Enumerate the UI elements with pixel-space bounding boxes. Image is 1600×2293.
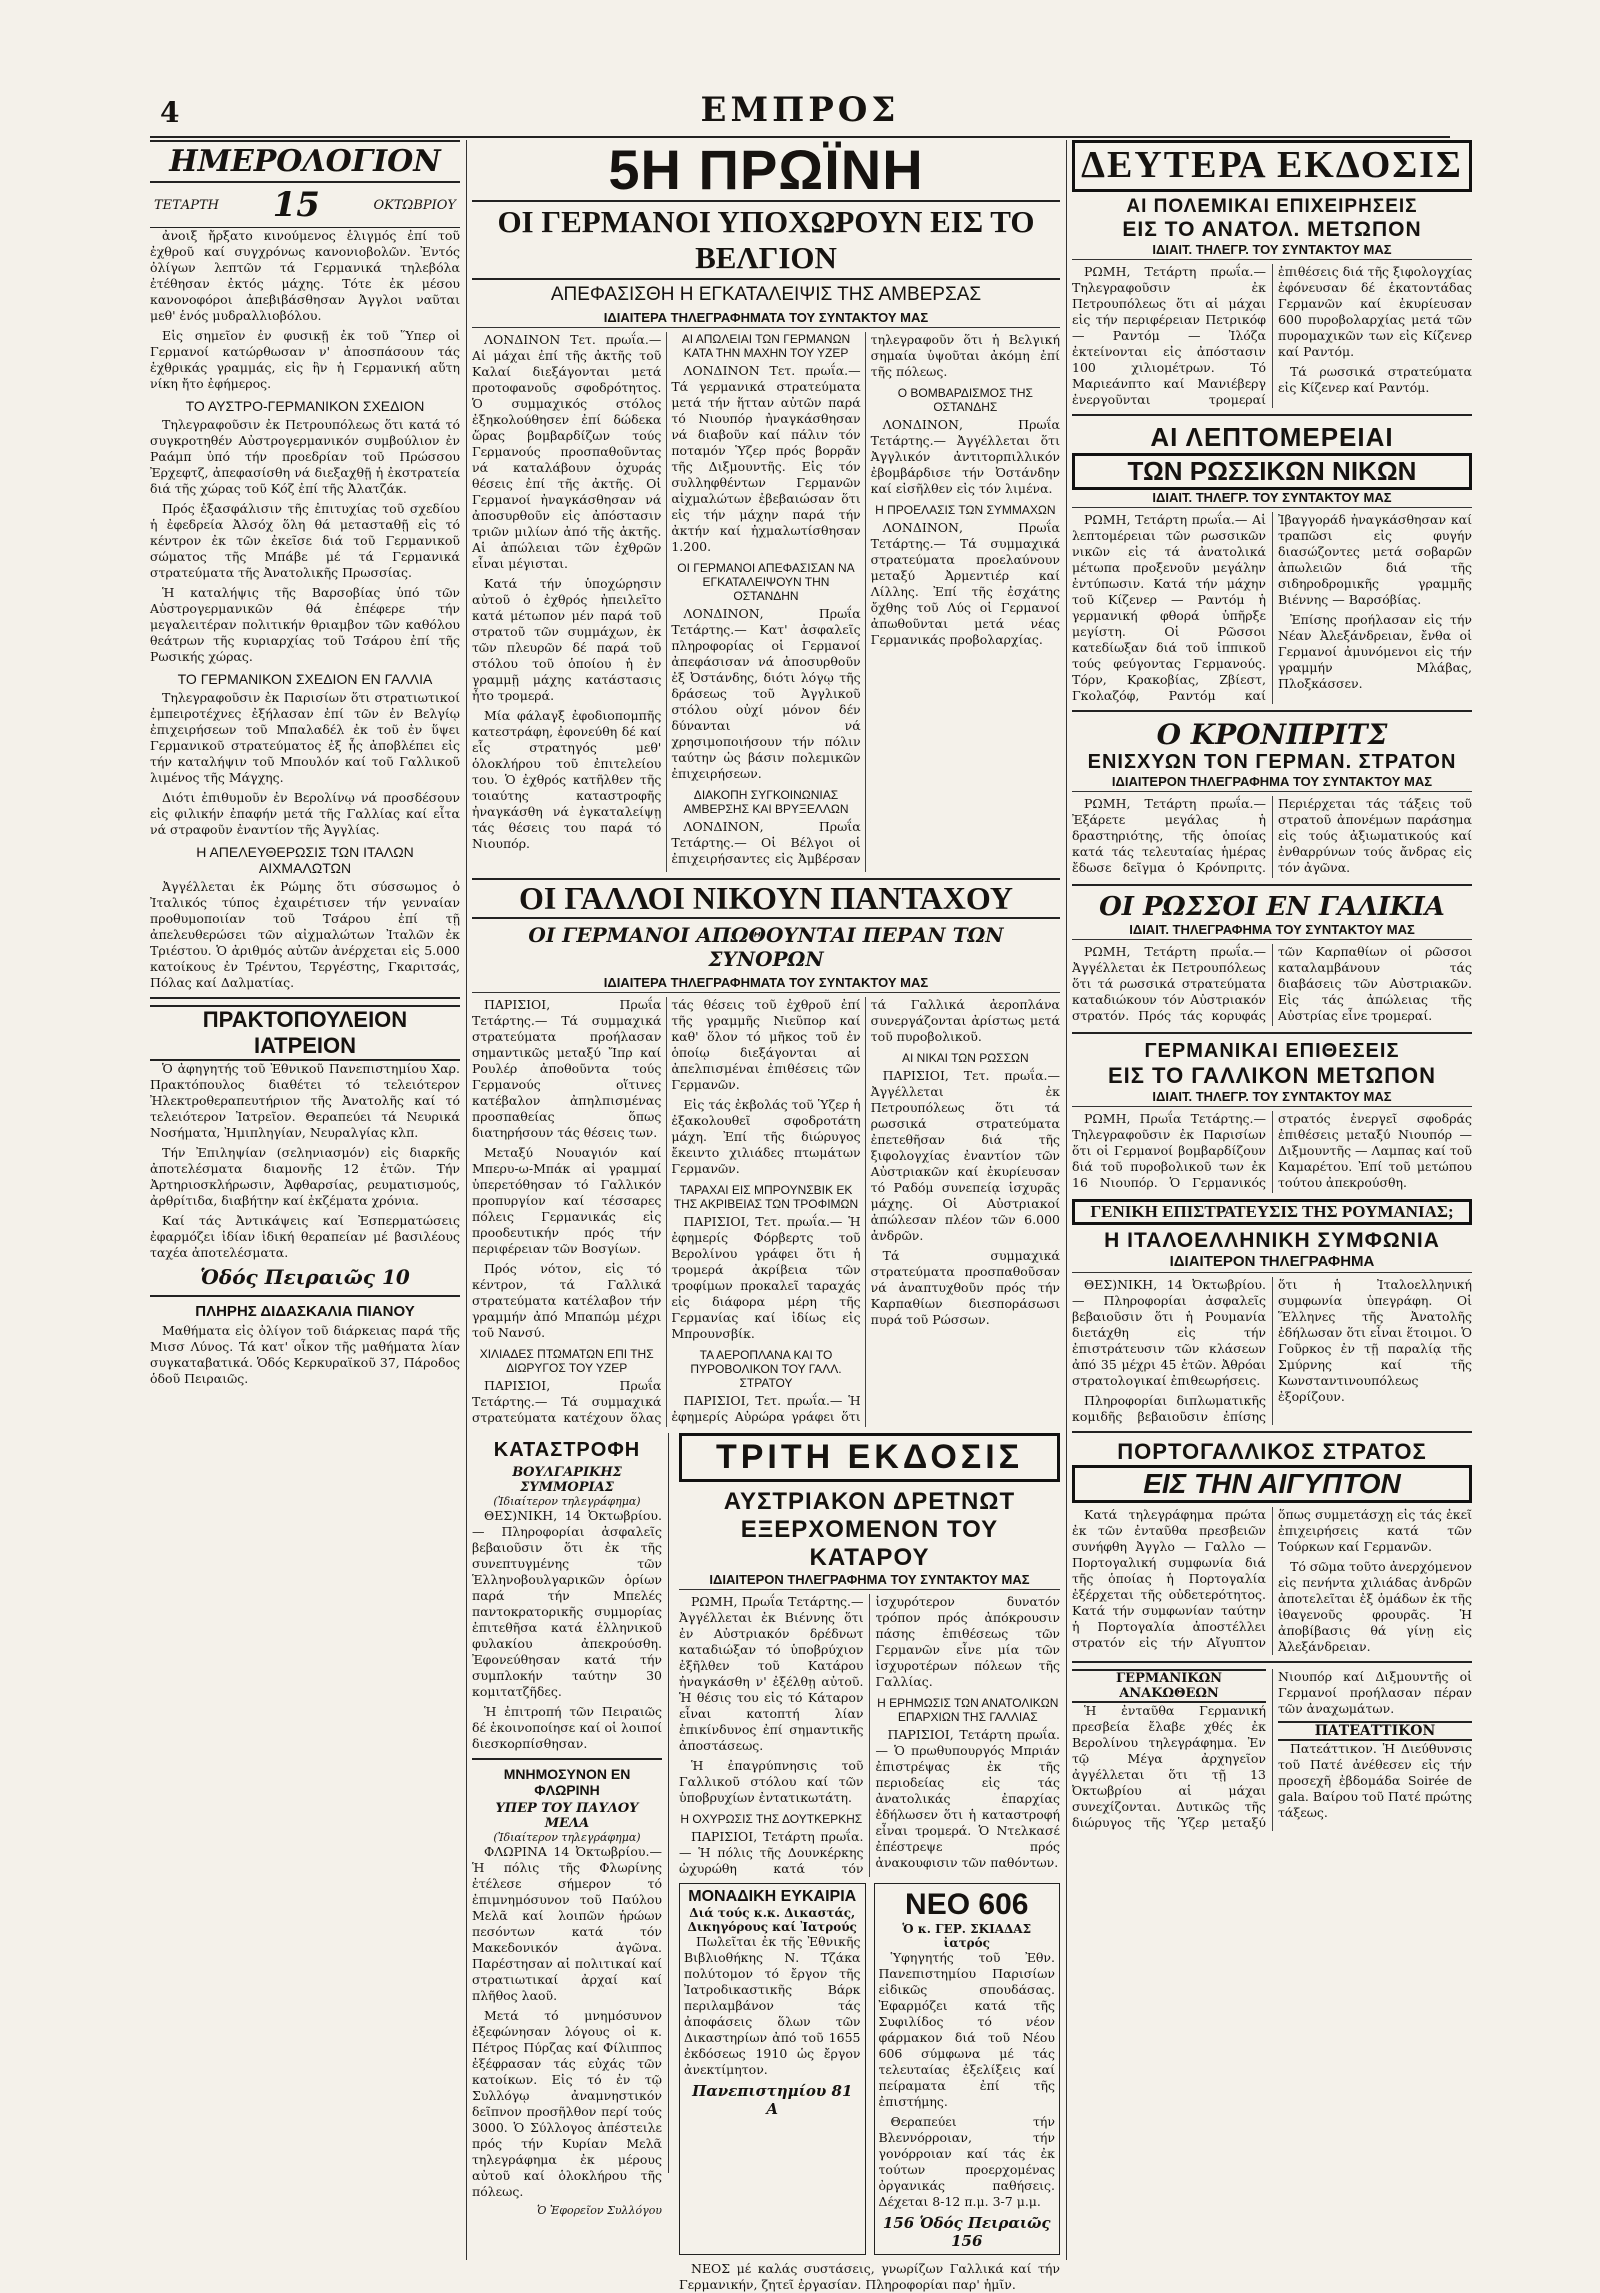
page-number: 4 (160, 96, 180, 129)
article-paragraph: ΘΕΣ)ΝΙΚΗ, 14 Ὀκτωβρίου.— Πληροφορίαι ἀσφαλεῖς βεβαιοῦσιν ὅτι ἡ Ρουμανία διετάχθη εἰς τήν ἐπιστράτευσιν τῶν κλάσεων ἀπό 35 μέχρι 45 ἐτῶν. Ἀθρόαι στρατολογικαί ἐπιθεωρήσεις. (1072, 1277, 1266, 1388)
article-paragraph: Μετά τό μνημόσυνον ἐξεφώνησαν λόγους οἱ κ. Πέτρος Πύρζας καί Φίλιππος ἐξέφρασαν τάς εὐχάς τῶν κατοίκων. Εἰς τό ἐν τῷ Συλλόγῳ ἀναμνηστικόν δεῖπνον προσῆλθον περί τούς 3000. Ὁ Σύλλογος ἀπέστειλε πρός τήν Κυρίαν Μελᾶ τηλεγράφημα ἐκ μέρους αὐτοῦ καί ὁλοκλήρου τῆς πόλεως. (472, 2008, 662, 2199)
catastrophe-title: ΚΑΤΑΣΤΡΟΦΗ (493, 1439, 641, 1461)
article-paragraph: ΡΩΜΗ, Πρωΐα Τετάρτης.— Ἀγγέλλεται ἐκ Βιέννης ὅτι ἐν Αὐστριακόν δρέδνωτ καταδιώξαν τό ὑποβρύχιον ἐξῆλθεν τοῦ Κατάρου ἠναγκάσθη ν' ἐξέλθῃ αὐτοῦ. Ἡ θέσις του εἰς τό Κάταρον εἶναι κατοπτή λίαν ἐπικίνδυνος ἐπί σημαντικῆς ἀποστάσεως. (679, 1594, 864, 1753)
classified-note: ΝΕΟΣ μέ καλάς συστάσεις, γνωρίζων Γαλλικά καί τήν Γερμανικήν, ζητεῖ ἐργασίαν. Πληροφορίαι παρ' ἡμῖν. (679, 2261, 1060, 2292)
divider (1072, 884, 1472, 886)
article-paragraph: ΠΑΡΙΣΙΟΙ, Τετ. πρωΐα.— Ἀγγέλλεται ἐκ Πετρουπόλεως ὅτι τά ρωσσικά στρατεύματα ἐπετεθῆσαν διά τῆς ξιφολογχίας ἐναντίον τῶν Αὐστριακῶν καί ἐκυρίευσαν τό Ραδόμ συνεπείᾳ ἰσχυρᾶς μάχης. Οἱ Αὐστριακοί ἀπώλεσαν πλέον τῶν 6.000 ἀνδρῶν. (870, 1068, 1060, 1243)
article-paragraph: Τηλεγραφοῦσιν ἐκ Πετρουπόλεως ὅτι κατά τό συγκροτηθέν Αὐστρογερμανικόν συμβούλιον ἐν Ραάμπ ὑπό τήν προεδρίαν τοῦ Πρώσσου Ἐρχεφτζ, ἀπεφασίσθη νά διεξαχθῇ ἡ ἐκστρατεία διά τῆς χώρας τοῦ Κόζ ἐπί τῆς Ἀλατζάκ. (150, 417, 460, 496)
austrian-headline-2: ΕΞΕΡΧΟΜΕΝΟΝ ΤΟΥ ΚΑΤΑΡΟΥ (740, 1516, 999, 1571)
article-paragraph: ΘΕΣ)ΝΙΚΗ, 14 Ὀκτωβρίου.— Πληροφορίαι ἀσφαλεῖς βεβαιοῦσιν ὅτι ἐκ τῆς συνεπτυγμένης τῶν Ἑλληνοβουλγαρικῶν ὁρίων παρά τήν Μπελές παντοκρατορικῆς συμμορίας ἐπιτεθῆσα κατά ἑλληνικοῦ φυλακίου ἀπεκρούσθη. Ἐφονεύθησαν κατά τήν συμπλοκήν ταύτην 30 κομιτατζῆδες. (472, 1508, 662, 1699)
article-paragraph: Τό σῶμα τοῦτο ἀνερχόμενον εἰς πενήντα χιλιάδας ἀνδρῶν ἀποτελεῖται ἐξ ὁμάδων ἐκ τῆς ἰθαγενοῦς φρουρᾶς. Ἡ ἀποβίβασις θά γίνῃ εἰς Ἀλεξάνδρειαν. (1278, 1559, 1472, 1654)
edition-label: 5Η ΠΡΩΪΝΗ (608, 138, 924, 201)
section-heading: Ο ΒΟΜΒΑΡΔΙΣΜΟΣ ΤΗΣ ΟΣΤΑΝΔΗΣ (897, 386, 1033, 414)
section-heading: ΤΟ ΑΥΣΤΡΟ-ΓΕΡΜΑΝΙΚΟΝ ΣΧΕΔΙΟΝ (185, 398, 425, 414)
article-paragraph: Μεταξύ Νουαγιόν καί Μπερυ-ω-Μπάκ αἱ γραμμαί ὑπερετόθησαν τό Γαλλικόν προπυργίον καί τέσσαρες πόλεις Γερμανικάς εἰς προοδευτικήν πρός τήν περιφέρειαν τῶν Βοσγίων. (472, 1145, 662, 1256)
right-column (1072, 140, 1472, 2260)
telegram-caption: ΙΔΙΑΙΤΕΡΟΝ ΤΗΛΕΓΡΑΦΗΜΑ (1072, 1253, 1472, 1273)
headline-boxed: ΓΕΝΙΚΗ ΕΠΙΣΤΡΑΤΕΥΣΙΣ ΤΗΣ ΡΟΥΜΑΝΙΑΣ; (1072, 1199, 1472, 1225)
section-heading: Η ΟΧΥΡΩΣΙΣ ΤΗΣ ΔΟΥΤΚΕΡΚΗΣ (680, 1812, 863, 1826)
column-rule (1066, 140, 1067, 2260)
section-heading: ΧΙΛΙΑΔΕΣ ΠΤΩΜΑΤΩΝ ΕΠΙ ΤΗΣ ΔΙΩΡΥΓΟΣ ΤΟΥ ΥΖΕΡ (479, 1347, 654, 1375)
telegram-caption: ΙΔΙΑΙΤΕΡΟΝ ΤΗΛΕΓΡΑΦΗΜΑ ΤΟΥ ΣΥΝΤΑΚΤΟΥ ΜΑΣ (679, 1572, 1060, 1590)
section-heading: ΑΙ ΑΠΩΛΕΙΑΙ ΤΩΝ ΓΕΡΜΑΝΩΝ ΚΑΤΑ ΤΗΝ ΜΑΧΗΝ ΤΟΥ ΥΖΕΡ (681, 332, 851, 360)
divider (150, 997, 460, 999)
section-heading: ΤΑΡΑΧΑΙ ΕΙΣ ΜΠΡΟΥΝΣΒΙΚ ΕΚ ΤΗΣ ΑΚΡΙΒΕΙΑΣ ΤΩΝ ΤΡΟΦΙΜΩΝ (673, 1183, 859, 1211)
ad-title: ΝΕΟ 606 (905, 1888, 1029, 1921)
headline: ΠΟΡΤΟΓΑΛΛΙΚΟΣ ΣΤΡΑΤΟΣ (1117, 1439, 1427, 1464)
article-body (1072, 1669, 1472, 1831)
article-paragraph: ΡΩΜΗ, Πρωΐα Τετάρτης.— Τηλεγραφοῦσιν ἐκ Παρισίων ὅτι οἱ Γερμανοί βομβαρδίζουν διά τοῦ πυροβολικοῦ των ἐκ 16 Νιουπόρ. Ὁ Γερμανικός στρατός ἐνεργεῖ σφοδράς ἐπιθέσεις μεταξύ Νιουπόρ — Διξμουντῆς — Λαμπας καί τοῦ Καμαρέτου. Ἐπί τοῦ μετώπου τούτου ἀπεκρούσθη. (1072, 1111, 1472, 1190)
subheadline-2: ΟΙ ΓΕΡΜΑΝΟΙ ΑΠΩΘΟΥΝΤΑΙ ΠΕΡΑΝ ΤΩΝ ΣΥΝΟΡΩΝ (528, 923, 1004, 971)
ad-address: Πανεπιστημίου 81 Α (692, 2082, 853, 2118)
ad-text: Καί τάς Ἀντικάψεις καί Ἐσπερματώσεις ἐφαρμόζει ἰδίαν ἰδική θεραπείαν μέ βασιλέους ταχέα ἀποτελέσματα. (150, 1213, 460, 1260)
calendar-title: ΗΜΕΡΟΛΟΓΙΟΝ (150, 140, 460, 183)
article-paragraph: Εἰς τάς ἐκβολάς τοῦ Ὑζερ ἡ ἐξακολουθεῖ σφοδροτάτη μάχη. Ἐπί τῆς διώρυγος ἔκειντο χιλιάδες πτωμάτων Γερμανῶν. (671, 1097, 861, 1176)
lower-center (472, 1433, 1060, 2292)
neo-606-ad (874, 1883, 1061, 2255)
section-heading: ΟΙ ΓΕΡΜΑΝΟΙ ΑΠΕΦΑΣΙΣΑΝ ΝΑ ΕΓΚΑΤΑΛΕΙΨΟΥΝ ΤΗΝ ΟΣΤΑΝΔΗΝ (677, 561, 855, 603)
headline: ΟΙ ΡΩΣΣΟΙ ΕΝ ΓΑΛΙΚΙΑ (1099, 892, 1445, 922)
section-heading: ΔΙΑΚΟΠΗ ΣΥΓΚΟΙΝΩΝΙΑΣ ΑΜΒΕΡΣΗΣ ΚΑΙ ΒΡΥΞΕΛΛΩΝ (683, 788, 849, 816)
telegram-caption: ΙΔΙΑΙΤ. ΤΗΛΕΓΡ. ΤΟΥ ΣΥΝΤΑΚΤΟΥ ΜΑΣ (1072, 242, 1472, 260)
section-heading: Η ΑΠΕΛΕΥΘΕΡΩΣΙΣ ΤΩΝ ΙΤΑΛΩΝ ΑΙΧΜΑΛΩΤΩΝ (196, 844, 414, 876)
divider (1072, 1431, 1472, 1433)
article-paragraph: Ἐπίσης προήλασαν εἰς τήν Νέαν Ἀλεξάνδρειαν, ἔνθα οἱ Γερμανοί ἀμυνόμενοι εἰς τήν γραμμήν Μλάβας, Πλοξκάσσεν. (1278, 612, 1472, 691)
telegram-caption: ΙΔΙΑΙΤΕΡΟΝ ΤΗΛΕΓΡΑΦΗΜΑ ΤΟΥ ΣΥΝΤΑΚΤΟΥ ΜΑΣ (1072, 774, 1472, 792)
telegram-note: (Ἰδιαίτερον τηλεγράφημα) (493, 1495, 641, 1508)
article-paragraph: ΡΩΜΗ, Τετάρτη πρωΐα.— Τηλεγραφοῦσιν ἐκ Πετρουπόλεως ὅτι αἱ μάχαι εἰς τήν περιφέρειαν Πετρικόφ — Ραντόμ — Ἰλόζα ἐκτείνονται εἰς ἀπόστασιν 100 χιλιομέτρων. Τό Μαριεάνπτο καί Μανιέβεργ ἐνεργοῦνται τρομεραί ἐπιθέσεις διά τῆς ξιφολογχίας ἐφόνευσαν δέ ἑκατοντάδας Γερμανῶν καί ἐκυρίευσαν 600 πυροβολαρχίας μετά τῶν πυρομαχικῶν των εἰς Κίζενερ καί Ραντόμ. (1072, 264, 1472, 407)
headline: ΓΕΡΜΑΝΙΚΑΙ ΕΠΙΘΕΣΕΙΣ (1144, 1040, 1400, 1062)
ad-text: Τήν Ἐπιληψίαν (σεληνιασμόν) εἰς διαρκῆς ἀποτελέσματα διαμονῆς 12 ἐτῶν. Τήν Ἀρτηριοσκλήρωσιν, Ἀφθαρσίας, ρευματισμούς, ἀρθρίτιδα, διαβήτην καί ἐκζέματα χρόνια. (150, 1145, 460, 1208)
telegram-caption: ΙΔΙΑΙΤΕΡΑ ΤΗΛΕΓΡΑΦΗΜΑΤΑ ΤΟΥ ΣΥΝΤΑΚΤΟΥ ΜΑΣ (472, 975, 1060, 993)
article-paragraph: Ἀγγέλλεται ἐκ Ρώμης ὅτι σύσσωμος ὁ Ἰταλικός τύπος ἐχαιρέτισεν τήν γενναίαν προθυμοποιίαν τοῦ Τσάρου ἐπί τῇ ἀπελευθερώσει τῶν αἰχμαλώτων Ἰταλῶν ἐκ Τριέστου. Ὁ ἀριθμός αὐτῶν ἀνέρχεται εἰς 5.000 κατοίκους ἐν Τρέντου, Τεργέστης, Γκαριτσάς, Πόλας καί Δαλματίας. (150, 879, 460, 990)
article-paragraph: ΠΑΡΙΣΙΟΙ, Τετ. πρωΐα.— Ἡ ἐφημερίς Αὐρώρα γράφει ὅτι τά Γαλλικά ἀεροπλάνα συνεργάζονται ἀρίστως μετά τοῦ πυροβολικοῦ. (671, 997, 1060, 1424)
article-paragraph: ΛΟΝΔΙΝΟΝ, Πρωΐα Τετάρτης.— Ἀγγέλλεται ὅτι Ἀγγλικόν ἀντιτορπιλλικόν ἐβομβάρδισε τήν Ὀστάνδην καί εἰσῆλθεν εἰς τόν λιμένα. (870, 417, 1060, 496)
headline: ΕΙΣ ΤΟ ΑΝΑΤΟΛ. ΜΕΤΩΠΟΝ (1122, 218, 1422, 241)
article-paragraph: Ἡ ἐνταῦθα Γερμανική πρεσβεία ἔλαβε χθές ἐκ Βερολίνου τηλεγράφημα. Ἐν τῷ Μέγα ἀρχηγεῖον ἀγγέλλεται ὅτι τῇ 13 Ὀκτωβρίου αἱ μάχαι συνεχίζονται. Δυτικῶς τῆς διώρυγος τῆς Ὑζερ μεταξύ Νιουπόρ καί Διξμουντῆς οἱ Γερμανοί προήλασαν πέραν τῶν ἀναχωμάτων. (1072, 1669, 1472, 1830)
divider (1072, 1032, 1472, 1034)
ad-title: ΠΛΗΡΗΣ ΔΙΔΑΣΚΑΛΙΑ ΠΙΑΝΟΥ (195, 1303, 415, 1320)
headline: ΕΝΙΣΧΥΩΝ ΤΟΝ ΓΕΡΜΑΝ. ΣΤΡΑΤΟΝ (1087, 751, 1457, 773)
article-paragraph: Διότι ἐπιθυμοῦν ἐν Βερολίνῳ νά προσδέσουν εἰς φιλικήν ἐπαφήν μετά τῆς Γαλλίας καί εἶτα νά στραφοῦν ἐναντίον τῆς Ἀγγλίας. (150, 790, 460, 837)
article-paragraph: ΡΩΜΗ, Τετάρτη πρωΐα.— Ἀγγέλλεται ἐκ Πετρουπόλεως ὅτι τά ρωσσικά στρατεύματα καταδιώκουν τόν Αὐστριακόν στρατόν. Πρός τάς κορυφάς τῶν Καρπαθίων οἱ ρῶσσοι καταλαμβάνουν τάς διαβάσεις τῶν Αὐστριακῶν. Εἰς τάς ἀπώλειας τῆς Αὐστρίας εἶνε τρομεραί. (1072, 944, 1472, 1023)
ad-text: Πωλεῖται ἐκ τῆς Ἐθνικῆς Βιβλιοθήκης Ν. Τζάκα πολύτομον τό ἔργον τῆς Ἰατροδικαστικῆς Βάρκ περιλαμβάνον τάς ἀποφάσεις ὅλων τῶν Δικαστηρίων ἀπό τοῦ 1655 ἐκδόσεως 1910 ὡς ἔργον ἀνεκτίμητον. (684, 1934, 861, 2077)
catastrophe-subtitle: ΒΟΥΛΓΑΡΙΚΗΣ ΣΥΜΜΟΡΙΑΣ (512, 1465, 622, 1495)
ad-address: Ὁδός Πειραιῶς 10 (200, 1265, 410, 1289)
telegram-caption: ΙΔΙΑΙΤΕΡΑ ΤΗΛΕΓΡΑΦΗΜΑΤΑ ΤΟΥ ΣΥΝΤΑΚΤΟΥ ΜΑΣ (472, 310, 1060, 328)
article-body (1072, 1507, 1472, 1655)
article-paragraph: ΛΟΝΔΙΝΟΝ, Πρωΐα Τετάρτης.— Τά συμμαχικά στρατεύματα προελαύνουν μεταξύ Ἀρμεντιέρ καί Λίλλης. Ἐπί τῆς ἐσχάτης ὄχθης τοῦ Λύς οἱ Γερμανοί ἀπωθοῦνται μετά νέας Γερμανικάς προβολαρχίας. (870, 520, 1060, 647)
article-paragraph: Τά συμμαχικά στρατεύματα προσπαθοῦσαν νά ἀναπτυχθοῦν πρός τήν Καρπαθίων διεσποράσωσι πυρά τοῦ Ρώσσων. (870, 1248, 1060, 1327)
headline-boxed: ΕΙΣ ΤΗΝ ΑΙΓΥΠΤΟΝ (1072, 1465, 1472, 1503)
article-paragraph: Πληροφορίαι διπλωματικῆς κομιδῆς βεβαιοῦσιν ἐπίσης ὅτι ἡ Ἰταλοελληνική συμφωνία ὑπεγράφη. Οἱ Ἕλληνες τῆς Ἀνατολῆς ἐδήλωσαν ὅτι εἶναι ἕτοιμοι. Ὁ Γοῦρκος ἐν τῇ παραλίᾳ τῆς Σμύρνης καί τῆς Κωνσταντινουπόλεως ἐξορίζουν. (1072, 1277, 1472, 1424)
article-body (679, 1594, 1060, 1877)
article-paragraph: ΛΟΝΔΙΝΟΝ Τετ. πρωΐα.— Αἱ μάχαι ἐπί τῆς ἀκτῆς τοῦ Καλαί διεξάγονται μετά προτοφανοῦς σφοδρότητος. Ὁ συμμαχικός στόλος ἐξηκολούθησεν ἐπί δώδεκα ὥρας βομβαρδίζων τούς Γερμανούς προσπαθοῦντας νά καταλάβουν ὀχυράς θέσεις ἐπί τῆς ἀκτῆς. Οἱ Γερμανοί ἠναγκάσθησαν νά ἀποσυρθοῦν εἰς ἀπόστασιν τριῶν μιλίων ἀπό τῆς ἀκτῆς. Αἱ ἀπώλειαι τῶν ἐχθρῶν εἶναι μέγισται. (472, 332, 662, 571)
headline: ΠΑΤΕΑΤΤΙΚΟΝ (1278, 1721, 1472, 1741)
article-paragraph: Εἰς σημεῖον ἐν φυσικῇ ἐκ τοῦ Ὕπερ οἱ Γερμανοί κατώρθωσαν ν' ἀποσπάσουν τάς ἐχθρικάς γραμμάς, εἰς ἣν ἡ Γερμανική αὕτη νίκη ἤτο ἐφήμερος. (150, 328, 460, 391)
headline: Η ΙΤΑΛΟΕΛΛΗΝΙΚΗ ΣΥΜΦΩΝΙΑ (1104, 1229, 1440, 1252)
article-paragraph: Πρός νότον, εἰς τό κέντρον, τά Γαλλικά στρατεύματα κατέλαβον τήν γραμμήν ἀπό Μπαπώμ μέχρι τοῦ Νανσύ. (472, 1261, 662, 1340)
main-subheadline: ΑΠΕΦΑΣΙΣΘΗ Η ΕΓΚΑΤΑΛΕΙΨΙΣ ΤΗΣ ΑΜΒΕΡΣΑΣ (550, 284, 982, 305)
article-paragraph: Μία φάλαγξ ἐφοδιοπομπῆς κατεστράφη, ἐφονεύθη δέ καί εἷς στρατηγός μεθ' ὁλοκλήρου τοῦ ἐπιτελείου του. Ὁ ἐχθρός κατῆλθεν τῆς τοιαύτης καταστροφῆς ἠναγκάσθη νά ἐγκαταλείψῃ τάς θέσεις του παρά τό Νιουπόρ. (472, 708, 662, 851)
article-paragraph: ΠΑΡΙΣΙΟΙ, Τετάρτη πρωΐα.— Ὁ πρωθυπουργός Μπριάν ἐπιστρέψας ἐκ τῆς περιοδείας εἰς τάς ἀνατολικάς ἐπαρχίας ἐδήλωσεν ὅτι ἡ καταστροφή εἶναι τρομερά. Ὁ Ντελκασέ ἐπέστρεψε πρός ἀνακουφισιν τῶν παθόντων. (875, 1727, 1060, 1870)
telegram-caption: ΙΔΙΑΙΤ. ΤΗΛΕΓΡ. ΤΟΥ ΣΥΝΤΑΚΤΟΥ ΜΑΣ (1072, 490, 1472, 508)
headline: Ο ΚΡΟΝΠΡΙΤΣ (1156, 718, 1388, 751)
ads-row (679, 1883, 1060, 2255)
article-body (1072, 796, 1472, 878)
divider (1072, 414, 1472, 416)
divider (1072, 710, 1472, 712)
section-heading: ΤΟ ΓΕΡΜΑΝΙΚΟΝ ΣΧΕΔΙΟΝ ΕΝ ΓΑΛΛΙΑ (177, 671, 433, 687)
article-paragraph: Τά ρωσσικά στρατεύματα εἰς Κίζενερ καί Ραντόμ. (1278, 364, 1472, 395)
austrian-headline-1: ΑΥΣΤΡΙΑΚΟΝ ΔΡΕΤΝΩΤ (723, 1488, 1016, 1515)
article-paragraph: Ἡ ἐπαγρύπνησις τοῦ Γαλλικοῦ στόλου καί τῶν ὑποβρυχίων ἐντατικωτάτη. (679, 1758, 864, 1805)
ad-text: Μαθήματα εἰς ὀλίγον τοῦ διάρκειας παρά τῆς Μισσ Λύνος. Τά κατ' οἶκον τῆς μαθήματα λίαν συγκαταβατικά. Ὁδός Κερκυραϊκοῦ 37, Πάροδος ὁδοῦ Πειραιῶς. (150, 1323, 460, 1386)
article-body (472, 332, 1060, 872)
ad-text: Ὑφηγητής τοῦ Ἐθν. Πανεπιστημίου Παρισίων εἰδικῶς σπουδάσας. Ἐφαρμόζει κατά τῆς Συφιλίδος τό νέον φάρμακον διά τοῦ Νέου 606 σύμφωνα μέ τάς τελευταίας ἐξελίξεις καί πείραματα ἐπί τῆς ἐπιστήμης. (878, 1950, 1055, 2109)
article-paragraph: Ἡ ἐπιτροπή τῶν Πειραιῶς δέ ἐκοινοποίησε καί οἱ λοιποί διεσκορπίσθησαν. (472, 1704, 662, 1751)
masthead (150, 90, 1450, 138)
center-column (472, 138, 1060, 2292)
opportunity-ad (679, 1883, 866, 2255)
memorial-subtitle: ΥΠΕΡ ΤΟΥ ΠΑΥΛΟΥ ΜΕΛΑ (495, 1801, 639, 1831)
third-edition-banner: ΤΡΙΤΗ ΕΚΔΟΣΙΣ (679, 1433, 1060, 1482)
lower-right-stack (679, 1433, 1060, 2292)
headline: ΓΕΡΜΑΝΙΚΩΝ ΑΝΑΚΩΘΕΩΝ (1072, 1669, 1266, 1703)
divider (472, 1758, 662, 1760)
memorial-title: ΜΝΗΜΟΣΥΝΟΝ ΕΝ ΦΛΩΡΙΝΗ (503, 1766, 631, 1798)
calendar-day: ΤΕΤΑΡΤΗ (154, 197, 219, 213)
article-paragraph: Κατά τηλεγράφημα πρώτα ἐκ τῶν ἐνταῦθα πρεσβειῶν συνήφθη Ἀγγλο — Γαλλο — Πορτογαλική συμφωνία διά τῆς ὁποίας ἡ Πορτογαλία ἐξέρχεται τῆς οὐδετερότητος. Κατά τήν συμφωνίαν ταύτην ἡ Πορτογαλία ἀποστέλλει στρατόν εἰς τήν Αἴγυπτον ὅπως συμμετάσχῃ εἰς τάς ἐκεῖ ἐπιχειρήσεις κατά τῶν Τούρκων καί Γερμανῶν. (1072, 1507, 1472, 1650)
article-body (472, 997, 1060, 1427)
ad-subtitle: Διά τούς κ.κ. Δικαστάς, Δικηγόρους καί Ἰατρούς (687, 1906, 857, 1934)
ad-subtitle: Ὁ κ. ΓΕΡ. ΣΚΙΑΔΑΣ ἰατρός (902, 1922, 1032, 1950)
article-paragraph: ΠΑΡΙΣΙΟΙ, Πρωΐα Τετάρτης.— Τά συμμαχικά στρατεύματα προήλασαν σημαντικῶς μεταξύ Ἴπρ καί Ρουλέρ ἀποθοῦντα τούς Γερμανούς οἵτινες κατέβαλον ἀπηλπισμένας προσπαθείας ὅπως διατηρήσουν τάς θέσεις των. (472, 997, 662, 1140)
article-paragraph: ΦΛΩΡΙΝΑ 14 Ὀκτωβρίου.— Ἡ πόλις τῆς Φλωρίνης ἐτέλεσε σήμερον τό ἐπιμνημόσυνον τοῦ Παύλου Μελᾶ καί λοιπῶν ἡρώων πεσόντων κατά τόν Μακεδονικόν ἀγῶνα. Παρέστησαν αἱ πολιτικαί καί στρατιωτικαί ἀρχαί καί πλῆθος λαοῦ. (472, 1844, 662, 2003)
section-heading: ΤΑ ΑΕΡΟΠΛΑΝΑ ΚΑΙ ΤΟ ΠΥΡΟΒΟΛΙΚΟΝ ΤΟΥ ΓΑΛΛ. ΣΤΡΑΤΟΥ (690, 1348, 842, 1390)
article-paragraph: ΛΟΝΔΙΝΟΝ, Πρωΐα Τετάρτης.— Οἱ Βέλγοι οἱ ἐπιχειρήσαντες εἰς Ἀμβέρσαν τηλεγραφοῦν ὅτι ἡ Βελγική σημαία ὑψοῦται ἀκόμη ἐπί τῆς πόλεως. (671, 332, 1060, 866)
article-paragraph: Πατεάττικον. Ἡ Διεύθυνσις τοῦ Πατέ ἀνέθεσεν εἰς τήν προσεχῆ ἐβδομάδα Soirée de gala. Βαίρου τοῦ Πατέ πρώτης τάξεως. (1278, 1741, 1472, 1820)
telegram-caption: ΙΔΙΑΙΤ. ΤΗΛΕΓΡΑΦΗΜΑ ΤΟΥ ΣΥΝΤΑΚΤΟΥ ΜΑΣ (1072, 922, 1472, 940)
article-body (1072, 264, 1472, 408)
telegram-note: (Ἰδιαίτερον τηλεγράφημα) (493, 1831, 641, 1844)
ad-address: 156 Ὁδός Πειραιῶς 156 (882, 2214, 1051, 2250)
article-paragraph: ΡΩΜΗ, Τετάρτη πρωΐα.— Αἱ λεπτομέρειαι τῶν ρωσσικῶν νικῶν εἰς τά ἀνατολικά μέτωπα προξενοῦν μεγάλην ἐντύπωσιν. Κατά τήν μάχην τοῦ Κίζενερ — Ραντόμ ἡ γερμανική φθορά ὑπῆρξε μεγίστη. Οἱ Ρῶσσοι κατεδίωξαν διά τοῦ ἱππικοῦ τούς φεύγοντας Γερμανούς. Τόρν, Κρακοβίας, Ζβίεστ, Γκολαζόφ, Ραντόμ καί Ἰβαγγοράδ ἠναγκάσθησαν καί τραπῶσι εἰς φυγήν διασώζοντες μετά σοβαρῶν ἀπωλειῶν διά τῆς σιδηροδρομικῆς γραμμῆς Βιέννης — Βαρσόβίας. (1072, 512, 1472, 703)
article-paragraph: ΠΑΡΙΣΙΟΙ, Τετάρτη πρωΐα.— Ἡ πόλις τῆς Δουνκέρκης ὠχυρώθη κατά τόν ἰσχυρότερον δυνατόν τρόπον πρός ἀπόκρουσιν πάσης ἐπιθέσεως τῶν Γερμανῶν εἶνε μία τῶν ἰσχυροτέρων πόλεων τῆς Γαλλίας. (679, 1594, 1060, 1876)
article-paragraph: ἀνοιξ ἤρξατο κινούμενος ἑλιγμός ἐπί τοῦ ἐχθροῦ καί συγχρόνως κανονιοβολῶν. Ἐντός ὀλίγων λεπτῶν τά Γερμανικά τηλεβόλα ἐτέθησαν ἐκτός μάχης. Τότε ἐκ μέσου κανονοφόροι ἀπεβιβάσθησαν Ἀγγλοι ναῦται μεθ' ἑνός μυδραλλιοβόλου. (150, 228, 460, 323)
ad-title: ΠΡΑΚΤΟΠΟΥΛΕΙΟΝ ΙΑΤΡΕΙΟΝ (150, 1005, 460, 1061)
memorial-signature: Ὁ Ἐφορεῖον Συλλόγου (536, 2204, 662, 2217)
second-edition-banner: ΔΕΥΤΕΡΑ ΕΚΔΟΣΙΣ (1072, 140, 1472, 192)
section-heading: Η ΠΡΟΕΛΑΣΙΣ ΤΩΝ ΣΥΜΜΑΧΩΝ (875, 503, 1056, 517)
article-body (1072, 1277, 1472, 1425)
main-headline: ΟΙ ΓΕΡΜΑΝΟΙ ΥΠΟΧΩΡΟΥΝ ΕΙΣ ΤΟ ΒΕΛΓΙΟΝ (472, 200, 1060, 280)
newspaper-title: ΕΜΠΡΟΣ (700, 90, 900, 130)
headline-2: ΟΙ ΓΑΛΛΟΙ ΝΙΚΟΥΝ ΠΑΝΤΑΧΟΥ (472, 878, 1060, 919)
article-paragraph: Τηλεγραφοῦσιν ἐκ Παρισίων ὅτι στρατιωτικοί ἐμπειροτέχνες ἐξήλασαν ἐπί τῶν ἐν Βελγίῳ ἐπιχειρήσεων τοῦ Μπαλαδέλ ἐκ τοῦ ἐν ὕψει Γερμανικοῦ στρατεύματος ἐξ ἧς ἀποβλέπει εἰς τήν καταλήψιν τοῦ Μπουλόν καί τοῦ Γαλλικοῦ λιμένος τῆς Μάγχης. (150, 690, 460, 785)
left-column (150, 140, 460, 2260)
article-paragraph: Πρός ἐξασφάλισιν τῆς ἐπιτυχίας τοῦ σχεδίου ἡ ἐφεδρεία Ἀλσόχ ὅλη θά μετασταθῇ εἰς τό κέντρον ἐκ τῶν ἐκεῖσε διά τοῦ Γερμανικοῦ σώματος τῆς Μπάβε μέ τά Γερμανικά στρατεύματα τῆς Ἀνατολικῆς Πρωσσίας. (150, 501, 460, 580)
calendar-dateline (150, 183, 460, 228)
headline: ΕΙΣ ΤΟ ΓΑΛΛΙΚΟΝ ΜΕΤΩΠΟΝ (1107, 1063, 1437, 1088)
section-heading: Η ΕΡΗΜΩΣΙΣ ΤΩΝ ΑΝΑΤΟΛΙΚΩΝ ΕΠΑΡΧΙΩΝ ΤΗΣ ΓΑΛΛΙΑΣ (877, 1696, 1059, 1724)
article-body (1072, 1111, 1472, 1193)
article-body (1072, 512, 1472, 704)
calendar-month: ΟΚΤΩΒΡΙΟΥ (373, 197, 456, 213)
headline-boxed: ΤΩΝ ΡΩΣΣΙΚΩΝ ΝΙΚΩΝ (1072, 453, 1472, 490)
ad-text: Ὁ ἀφηγητής τοῦ Ἐθνικοῦ Πανεπιστημίου Χαρ. Πρακτόπουλος διαθέτει τό τελειότερον Ἠλεκτροθεραπευτήριον τῆς Ἀνατολῆς καί τό τελειότερον Ἰατρεῖον. Θεραπεύει τά Νευρικά Νοσήματα, Ἠμιπληγίαν, Νευραλγίας κλπ. (150, 1061, 460, 1140)
ad-text: Θεραπεύει τήν Βλεννόρροιαν, τήν γονόρροιαν καί τάς ἐκ τούτων προερχομένας ὀργανικάς παθήσεις. Δέχεται 8-12 π.μ. 3-7 μ.μ. (878, 2114, 1055, 2209)
column-rule (466, 140, 467, 2260)
headline: ΑΙ ΛΕΠΤΟΜΕΡΕΙΑΙ (1150, 422, 1394, 452)
article-paragraph: ΛΟΝΔΙΝΟΝ Τετ. πρωΐα.— Τά γερμανικά στρατεύματα μετά τήν ἥτταν αὐτῶν παρά τό Νιουπόρ ἠναγκάσθησαν νά διαβοῦν καί πάλιν τόν ποταμόν Ὑζερ πρός βορρᾶν τῆς Διξμουντῆς. Εἰς τόν συλληφθέντων Γερμανῶν αἰχμαλώτων ἐβεβαιώσαν ὅτι εἰς τήν μάχην παρά τήν ἀκτήν καί ἠχμαλωτίσθησαν 1.200. (671, 363, 861, 554)
article-paragraph: Κατά τήν ὑποχώρησιν αὐτοῦ ὁ ἐχθρός ἠπειλεῖτο κατά μέτωπον μέν παρά τοῦ στρατοῦ τῶν συμμάχων, ἐκ τῶν πλευρῶν δέ παρά τοῦ στόλου τοῦ ὁποίου ἡ ἐν γραμμῇ μάχης κατάστασις ἦτο τρομερά. (472, 576, 662, 703)
headline: ΑΙ ΠΟΛΕΜΙΚΑΙ ΕΠΙΧΕΙΡΗΣΕΙΣ (1126, 196, 1418, 217)
telegram-caption: ΙΔΙΑΙΤ. ΤΗΛΕΓΡ. ΤΟΥ ΣΥΝΤΑΚΤΟΥ ΜΑΣ (1072, 1089, 1472, 1107)
article-paragraph: ΛΟΝΔΙΝΟΝ, Πρωΐα Τετάρτης.— Κατ' ἀσφαλεῖς πληροφορίας οἱ Γερμανοί ἀπεφάσισαν νά ἀποσυρθοῦν ἐξ Ὀστάνδης, διότι λόγῳ τῆς δράσεως τοῦ Ἀγγλικοῦ στόλου οὐχί μόνον δέν δύνανται νά χρησιμοποιήσουν τήν πόλιν ταύτην ὡς βάσιν πολεμικῶν ἐπιχειρήσεων. (671, 606, 861, 781)
article-paragraph: ΠΑΡΙΣΙΟΙ, Τετ. πρωΐα.— Ἡ ἐφημερίς Φόρβερτς τοῦ Βερολίνου γράφει ὅτι ἡ τρομερά ἀκρίβεια τῶν τροφίμων προκαλεῖ ταραχάς εἰς διάφορα μέρη τῆς Γερμανίας καί ἰδίως εἰς Μπρουνσβίκ. (671, 1214, 861, 1341)
lower-left-stack (472, 1433, 669, 2217)
divider (1072, 1661, 1472, 1663)
section-heading: ΑΙ ΝΙΚΑΙ ΤΩΝ ΡΩΣΣΩΝ (901, 1051, 1029, 1065)
divider (150, 1295, 460, 1297)
ad-title: ΜΟΝΑΔΙΚΗ ΕΥΚΑΙΡΙΑ (688, 1888, 857, 1905)
article-paragraph: ΡΩΜΗ, Τετάρτη πρωΐα.— Ἐξάρετε μεγάλας ἡ δραστηριότης, τῆς ὁποίας κατά τάς τελευταίας ἡμέρας ἔδωσε δεῖγμα ὁ Κρόνπριτς. Περιέρχεται τάς τάξεις τοῦ στρατοῦ ἀπονέμων παράσημα εἰς τούς ἀξιωματικούς καί ἐνθαρρύνων τούς ἄνδρας εἰς τόν ἀγῶνα. (1072, 796, 1472, 875)
article-paragraph: Ἡ καταλήψις τῆς Βαρσοβίας ὑπό τῶν Αὐστρογερμανικῶν θά ἐπέφερε τήν μεγαλειτέραν πολιτικήν θριαμβον τῶν καθόλου θεάτρων τῆς κυριαρχίας τοῦ Τσάρου ἐπί τῆς Ρωσικής χώρας. (150, 585, 460, 664)
calendar-number: 15 (272, 185, 320, 225)
article-body (1072, 944, 1472, 1026)
article-paragraph: ΠΑΡΙΣΙΟΙ, Πρωΐα Τετάρτης.— Τά συμμαχικά στρατεύματα κατέχουν ὅλας τάς θέσεις τοῦ ἐχθροῦ ἐπί τῆς γραμμῆς Νιεῦπορ καί καθ' ὅλον τό μῆκος τοῦ ἐν ὁποίῳ διεξάγονται αἱ ἀπελπισμέναι ἐπιθέσεις τῶν Γερμανῶν. (472, 997, 861, 1425)
